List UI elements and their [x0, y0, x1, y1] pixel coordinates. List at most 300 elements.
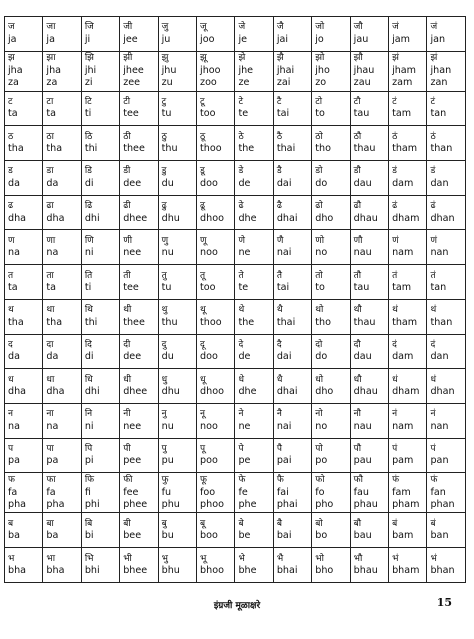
roman-transliteration: dau [353, 177, 372, 189]
roman-transliteration: pam [392, 455, 414, 467]
roman-transliteration: jhan [430, 64, 452, 76]
roman-transliteration: dau [353, 351, 372, 363]
roman-transliteration: tha [8, 143, 24, 155]
roman-transliteration: ni [84, 420, 94, 432]
roman-transliteration: jee [123, 33, 138, 45]
devanagari-syllable: फे [238, 475, 246, 486]
table-cell [158, 548, 196, 583]
devanagari-syllable: पं [430, 444, 436, 455]
roman-transliteration: pi [84, 455, 94, 467]
table-cell [197, 265, 235, 300]
devanagari-syllable: नं [392, 409, 398, 420]
roman-transliteration: na [8, 420, 20, 432]
table-cell [43, 161, 81, 196]
devanagari-syllable: झि [84, 53, 94, 64]
roman-transliteration: nan [430, 247, 449, 259]
roman-transliteration: tee [123, 108, 139, 120]
devanagari-syllable: ट [8, 97, 13, 108]
roman-transliteration: dham [392, 386, 420, 398]
devanagari-syllable: तौ [353, 270, 362, 281]
devanagari-syllable: ण [8, 235, 15, 246]
roman-transliteration: doo [200, 177, 218, 189]
roman-transliteration: tham [392, 143, 418, 155]
devanagari-syllable: भि [84, 553, 94, 564]
table-cell [312, 126, 350, 161]
table-row [5, 334, 466, 369]
roman-transliteration-alt: pha [8, 499, 27, 511]
roman-transliteration: ba [46, 530, 59, 542]
table-cell [312, 369, 350, 404]
roman-transliteration: fau [353, 486, 369, 498]
devanagari-syllable: णं [430, 235, 437, 246]
table-cell [81, 230, 119, 265]
devanagari-syllable: जौ [353, 22, 363, 33]
devanagari-syllable: बौ [353, 518, 362, 529]
devanagari-syllable: थो [315, 305, 324, 316]
roman-transliteration: tha [46, 316, 63, 328]
table-cell [312, 161, 350, 196]
roman-transliteration: do [315, 351, 328, 363]
table-cell [427, 126, 466, 161]
roman-transliteration: de [238, 177, 251, 189]
devanagari-syllable: भू [200, 553, 207, 564]
table-cell [81, 369, 119, 404]
table-cell [120, 195, 158, 230]
table-cell [235, 195, 273, 230]
table-cell [158, 91, 196, 126]
devanagari-syllable: फि [84, 475, 95, 486]
roman-transliteration: fa [8, 486, 18, 498]
devanagari-syllable: ने [238, 409, 244, 420]
roman-transliteration: jha [46, 64, 62, 76]
table-cell [5, 513, 43, 548]
roman-transliteration: nam [392, 420, 414, 432]
table-cell [427, 334, 466, 369]
roman-transliteration: nee [123, 420, 142, 432]
roman-transliteration: pai [276, 455, 292, 467]
table-cell [427, 369, 466, 404]
devanagari-syllable: थे [238, 305, 245, 316]
devanagari-syllable: टो [315, 97, 323, 108]
table-cell [5, 548, 43, 583]
roman-transliteration: jai [276, 33, 289, 45]
table-cell [81, 17, 119, 52]
devanagari-syllable: ढौ [353, 201, 362, 212]
table-cell [197, 369, 235, 404]
roman-transliteration-alt: pha [46, 499, 65, 511]
devanagari-syllable: जि [84, 22, 94, 33]
roman-transliteration: thau [353, 316, 376, 328]
table-cell [427, 299, 466, 334]
roman-transliteration-alt: phan [430, 499, 455, 511]
devanagari-syllable: नै [276, 409, 282, 420]
roman-transliteration: jho [315, 64, 330, 76]
roman-transliteration-alt: pho [315, 499, 334, 511]
table-cell [312, 404, 350, 439]
table-cell [5, 126, 43, 161]
roman-transliteration: jhe [238, 64, 254, 76]
table-cell [350, 161, 388, 196]
roman-transliteration: nam [392, 247, 414, 259]
devanagari-syllable: बि [84, 518, 93, 529]
table-cell [273, 126, 311, 161]
devanagari-syllable: ढं [430, 201, 436, 212]
roman-transliteration: dam [392, 351, 414, 363]
table-cell [389, 513, 427, 548]
roman-transliteration: jhau [353, 64, 375, 76]
devanagari-syllable: झै [276, 53, 284, 64]
devanagari-syllable: ठे [238, 131, 244, 142]
devanagari-syllable: नी [123, 409, 131, 420]
table-cell [235, 473, 273, 513]
roman-transliteration: jam [392, 33, 410, 45]
roman-transliteration: ne [238, 420, 251, 432]
table-cell [389, 473, 427, 513]
table-cell [197, 438, 235, 473]
table-cell [350, 548, 388, 583]
devanagari-syllable: डौ [353, 166, 361, 177]
roman-transliteration: boo [200, 530, 218, 542]
devanagari-syllable: णा [46, 235, 56, 246]
devanagari-syllable: दा [46, 340, 54, 350]
roman-transliteration: dhau [353, 386, 378, 398]
roman-transliteration: joo [200, 33, 215, 45]
roman-transliteration-alt: phee [123, 499, 148, 511]
devanagari-syllable: णु [161, 235, 169, 246]
devanagari-syllable: द [8, 340, 13, 350]
devanagari-syllable: डो [315, 166, 323, 177]
roman-transliteration: ta [46, 281, 57, 293]
roman-transliteration: thi [84, 143, 98, 155]
roman-transliteration: bau [353, 530, 372, 542]
roman-transliteration: dan [430, 177, 449, 189]
devanagari-syllable: बं [392, 518, 398, 529]
roman-transliteration: bhoo [200, 564, 224, 576]
roman-transliteration-alt: za [8, 77, 19, 89]
roman-transliteration: thau [353, 143, 376, 155]
roman-transliteration: thai [276, 143, 296, 155]
devanagari-syllable: फं [392, 475, 400, 486]
table-cell [43, 299, 81, 334]
roman-transliteration: bhee [123, 564, 148, 576]
table-cell [43, 438, 81, 473]
devanagari-syllable: डा [46, 166, 54, 177]
devanagari-syllable: दि [84, 340, 92, 350]
roman-transliteration: ne [238, 247, 251, 259]
table-cell [158, 126, 196, 161]
roman-transliteration: bha [8, 564, 27, 576]
devanagari-syllable: ढि [84, 201, 93, 212]
roman-transliteration: dha [8, 386, 27, 398]
devanagari-syllable: थौ [353, 305, 362, 316]
devanagari-syllable: ढू [200, 201, 206, 212]
devanagari-syllable: थि [84, 305, 93, 316]
roman-transliteration: to [315, 281, 325, 293]
table-cell [312, 17, 350, 52]
roman-transliteration: than [430, 316, 453, 328]
devanagari-syllable: ड [8, 166, 13, 177]
devanagari-syllable: फं [430, 475, 438, 486]
devanagari-syllable: धे [238, 374, 244, 385]
table-cell [81, 195, 119, 230]
table-cell [120, 473, 158, 513]
devanagari-syllable: दु [161, 340, 167, 350]
table-cell [197, 126, 235, 161]
devanagari-syllable: झा [46, 53, 56, 64]
roman-transliteration: do [315, 177, 328, 189]
devanagari-syllable: ध [8, 374, 14, 385]
devanagari-syllable: जु [161, 22, 169, 33]
table-cell [312, 51, 350, 91]
table-cell [120, 334, 158, 369]
table-cell [197, 195, 235, 230]
devanagari-syllable: बु [161, 518, 167, 529]
table-cell [5, 195, 43, 230]
roman-transliteration: tho [315, 143, 331, 155]
devanagari-syllable: फू [200, 475, 207, 486]
devanagari-syllable: बो [315, 518, 323, 529]
table-cell [81, 91, 119, 126]
roman-transliteration: tha [8, 316, 24, 328]
roman-transliteration: no [315, 420, 328, 432]
table-cell [81, 265, 119, 300]
devanagari-syllable: णि [84, 235, 94, 246]
devanagari-syllable: नि [84, 409, 93, 420]
roman-transliteration: fam [392, 486, 411, 498]
roman-transliteration: fa [46, 486, 56, 498]
table-cell [43, 548, 81, 583]
roman-transliteration: jau [353, 33, 369, 45]
devanagari-syllable: पे [238, 444, 244, 455]
roman-transliteration-alt: zi [84, 77, 93, 89]
table-cell [389, 91, 427, 126]
roman-transliteration: tu [161, 281, 172, 293]
table-cell [158, 299, 196, 334]
devanagari-syllable: ठी [123, 131, 131, 142]
table-cell [5, 17, 43, 52]
table-cell [312, 513, 350, 548]
roman-transliteration: pee [123, 455, 142, 467]
roman-transliteration: dhoo [200, 212, 224, 224]
table-row [5, 438, 466, 473]
devanagari-syllable: न [8, 409, 13, 420]
devanagari-syllable: ठ [8, 131, 14, 142]
roman-transliteration: thee [123, 316, 145, 328]
devanagari-syllable: बे [238, 518, 244, 529]
syllable-table [4, 16, 466, 583]
roman-transliteration: nai [276, 420, 292, 432]
roman-transliteration-alt: phe [238, 499, 257, 511]
table-cell [389, 548, 427, 583]
table-cell [350, 438, 388, 473]
devanagari-syllable: डै [276, 166, 282, 177]
roman-transliteration: dhi [84, 212, 100, 224]
table-cell [350, 513, 388, 548]
roman-transliteration: dee [123, 351, 142, 363]
table-cell [81, 404, 119, 439]
table-cell [158, 438, 196, 473]
table-cell [273, 17, 311, 52]
table-cell [43, 369, 81, 404]
table-cell [273, 195, 311, 230]
roman-transliteration: nai [276, 247, 292, 259]
table-cell [273, 369, 311, 404]
table-cell [43, 91, 81, 126]
devanagari-syllable: जं [392, 22, 399, 33]
roman-transliteration: je [238, 33, 248, 45]
devanagari-syllable: तै [276, 270, 282, 281]
devanagari-syllable: ती [123, 270, 131, 281]
roman-transliteration: nau [353, 247, 372, 259]
table-cell [158, 17, 196, 52]
table-cell [312, 265, 350, 300]
devanagari-syllable: भा [46, 553, 56, 564]
devanagari-syllable: भौ [353, 553, 363, 564]
roman-transliteration: foo [200, 486, 216, 498]
table-cell [350, 299, 388, 334]
roman-transliteration: jan [430, 33, 446, 45]
table-cell [197, 230, 235, 265]
devanagari-syllable: तु [161, 270, 167, 281]
devanagari-syllable: ढ [8, 201, 14, 212]
devanagari-syllable: णौ [353, 235, 363, 246]
roman-transliteration: dhi [84, 386, 100, 398]
roman-transliteration: jhu [161, 64, 177, 76]
devanagari-syllable: ठु [161, 131, 167, 142]
roman-transliteration-alt: phoo [200, 499, 224, 511]
table-cell [389, 126, 427, 161]
table-cell [5, 438, 43, 473]
table-cell [350, 334, 388, 369]
table-cell [273, 438, 311, 473]
table-row [5, 17, 466, 52]
roman-transliteration-alt: phu [161, 499, 180, 511]
devanagari-syllable: ढै [276, 201, 282, 212]
table-row [5, 299, 466, 334]
roman-transliteration: bu [161, 530, 174, 542]
devanagari-syllable: त [8, 270, 14, 281]
table-cell [81, 334, 119, 369]
roman-transliteration: ni [84, 247, 94, 259]
table-cell [427, 51, 466, 91]
table-row [5, 126, 466, 161]
table-cell [427, 17, 466, 52]
table-cell [427, 265, 466, 300]
devanagari-syllable: थं [430, 305, 437, 316]
table-cell [120, 51, 158, 91]
roman-transliteration: dhu [161, 212, 180, 224]
table-cell [158, 161, 196, 196]
roman-transliteration-alt: zu [161, 77, 173, 89]
roman-transliteration: bho [315, 564, 334, 576]
roman-transliteration: pan [430, 455, 449, 467]
roman-transliteration-alt: zo [315, 77, 327, 89]
table-cell [427, 548, 466, 583]
table-cell [43, 404, 81, 439]
roman-transliteration-alt: phi [84, 499, 100, 511]
table-cell [43, 265, 81, 300]
table-cell [43, 17, 81, 52]
table-cell [235, 17, 273, 52]
roman-transliteration-alt: zam [392, 77, 413, 89]
roman-transliteration: too [200, 281, 216, 293]
roman-transliteration-alt: phau [353, 499, 378, 511]
roman-transliteration: ja [46, 33, 55, 45]
devanagari-syllable: फी [123, 475, 133, 486]
table-cell [197, 473, 235, 513]
roman-transliteration: nu [161, 420, 174, 432]
devanagari-syllable: ठं [430, 131, 436, 142]
roman-transliteration: dhe [238, 386, 257, 398]
devanagari-syllable: दो [315, 340, 323, 350]
table-cell [312, 473, 350, 513]
roman-transliteration-alt: ze [238, 77, 250, 89]
table-cell [81, 299, 119, 334]
devanagari-syllable: टा [46, 97, 54, 108]
table-cell [197, 91, 235, 126]
devanagari-syllable: झो [315, 53, 325, 64]
devanagari-syllable: दी [123, 340, 131, 350]
roman-transliteration: be [238, 530, 251, 542]
roman-transliteration: to [315, 108, 325, 120]
roman-transliteration: ja [8, 33, 17, 45]
devanagari-syllable: झू [200, 53, 207, 64]
table-cell [120, 548, 158, 583]
roman-transliteration: than [430, 143, 453, 155]
devanagari-syllable: पौ [353, 444, 362, 455]
table-cell [43, 51, 81, 91]
devanagari-syllable: बू [200, 518, 206, 529]
table-cell [235, 369, 273, 404]
devanagari-syllable: जे [238, 22, 246, 33]
roman-transliteration: pa [46, 455, 59, 467]
table-cell [158, 230, 196, 265]
table-cell [158, 473, 196, 513]
devanagari-syllable: णो [315, 235, 325, 246]
devanagari-syllable: थु [161, 305, 168, 316]
roman-transliteration: thoo [200, 143, 222, 155]
roman-transliteration: thai [276, 316, 296, 328]
table-cell [81, 438, 119, 473]
roman-transliteration: fan [430, 486, 446, 498]
devanagari-syllable: फो [315, 475, 325, 486]
roman-transliteration: na [46, 420, 59, 432]
roman-transliteration: fe [238, 486, 248, 498]
roman-transliteration: too [200, 108, 216, 120]
roman-transliteration: dho [315, 386, 334, 398]
roman-transliteration: pe [238, 455, 251, 467]
roman-transliteration: tan [430, 108, 447, 120]
roman-transliteration: da [46, 351, 59, 363]
table-cell [235, 334, 273, 369]
devanagari-syllable: झ [8, 53, 15, 64]
roman-transliteration: fu [161, 486, 172, 498]
roman-transliteration: thu [161, 316, 178, 328]
devanagari-syllable: नं [430, 409, 436, 420]
devanagari-syllable: पी [123, 444, 131, 455]
roman-transliteration: ban [430, 530, 449, 542]
table-cell [235, 51, 273, 91]
roman-transliteration: tau [353, 281, 370, 293]
table-cell [43, 126, 81, 161]
roman-transliteration: dee [123, 177, 142, 189]
table-cell [158, 404, 196, 439]
table-cell [389, 17, 427, 52]
table-cell [120, 299, 158, 334]
roman-transliteration: dhee [123, 386, 148, 398]
roman-transliteration: bhai [276, 564, 298, 576]
table-cell [158, 51, 196, 91]
